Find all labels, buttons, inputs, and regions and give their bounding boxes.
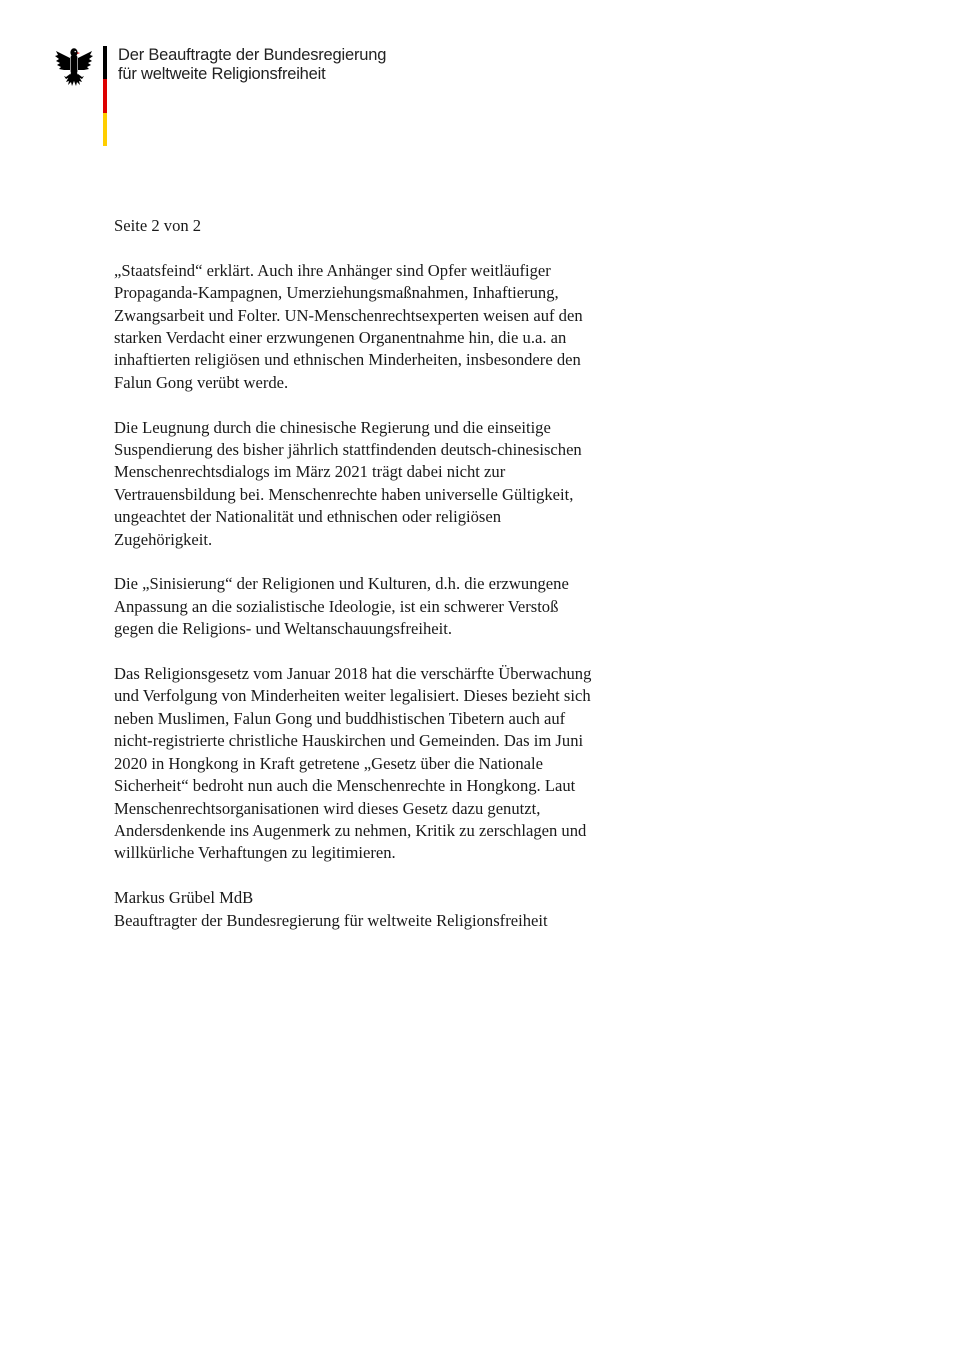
text-line: Die Leugnung durch die chinesische Regierung und die einseitige	[114, 417, 551, 437]
letterhead-title	[118, 46, 386, 84]
paragraph-2	[114, 417, 714, 551]
text-line: Zugehörigkeit.	[114, 529, 213, 549]
text-line: willkürliche Verhaftungen zu legitimieren.	[114, 843, 396, 863]
paragraph-3	[114, 573, 714, 640]
text-line: Sicherheit“ bedroht nun auch die Menschenrechte in Hongkong. Laut	[114, 776, 576, 796]
paragraph-4	[114, 663, 714, 865]
text-line: Vertrauensbildung bei. Menschenrechte haben universelle Gültigkeit,	[114, 484, 574, 504]
text-line: Anpassung an die sozialistische Ideologie, ist ein schwerer Verstoß	[114, 596, 559, 616]
text-line: nicht-registrierte christliche Hauskirchen und Gemeinden. Das im Juni	[114, 731, 584, 751]
flag-stripe-red	[103, 79, 107, 112]
text-line: „Staatsfeind“ erklärt. Auch ihre Anhänger sind Opfer weitläufiger	[114, 260, 551, 280]
signatory-name: Markus Grübel MdB	[114, 888, 254, 908]
text-line: und Verfolgung von Minderheiten weiter legalisiert. Dieses bezieht sich	[114, 686, 591, 706]
text-line: neben Muslimen, Falun Gong und buddhistischen Tibetern auch auf	[114, 708, 566, 728]
text-line: Menschenrechtsorganisationen wird dieses Gesetz dazu genutzt,	[114, 798, 541, 818]
text-line: starken Verdacht einer erzwungenen Organentnahme hin, die u.a. an	[114, 328, 567, 348]
text-line: Suspendierung des bisher jährlich stattfindenden deutsch-chinesischen	[114, 440, 582, 460]
flag-stripe	[103, 46, 107, 146]
signature-block	[114, 887, 714, 932]
text-line: Die „Sinisierung“ der Religionen und Kulturen, d.h. die erzwungene	[114, 574, 569, 594]
letterhead-line-2: für weltweite Religionsfreiheit	[118, 65, 326, 83]
text-line: inhaftierten religiösen und ethnischen Minderheiten, insbesondere den	[114, 350, 581, 370]
text-line: Propaganda-Kampagnen, Umerziehungsmaßnahmen, Inhaftierung,	[114, 283, 559, 303]
text-line: Falun Gong verübt werde.	[114, 372, 289, 392]
federal-eagle-icon	[54, 46, 94, 88]
text-line: 2020 in Hongkong in Kraft getretene „Gesetz über die Nationale	[114, 753, 543, 773]
text-line: gegen die Religions- und Weltanschauungsfreiheit.	[114, 619, 452, 639]
letterhead-line-1: Der Beauftragte der Bundesregierung	[118, 46, 387, 64]
text-line: ungeachtet der Nationalität und ethnischen oder religiösen	[114, 507, 502, 527]
letter-body	[114, 215, 714, 932]
page-number: Seite 2 von 2	[114, 216, 202, 235]
text-line: Menschenrechtsdialogs im März 2021 trägt dabei nicht zur	[114, 462, 506, 482]
flag-stripe-gold	[103, 113, 107, 146]
signatory-title: Beauftragter der Bundesregierung für weltweite Religionsfreiheit	[114, 910, 548, 930]
paragraph-1	[114, 260, 714, 394]
flag-stripe-black	[103, 46, 107, 79]
text-line: Das Religionsgesetz vom Januar 2018 hat die verschärfte Überwachung	[114, 664, 592, 684]
text-line: Zwangsarbeit und Folter. UN-Menschenrechtsexperten weisen auf den	[114, 305, 583, 325]
text-line: Andersdenkende ins Augenmerk zu nehmen, Kritik zu zerschlagen und	[114, 820, 587, 840]
